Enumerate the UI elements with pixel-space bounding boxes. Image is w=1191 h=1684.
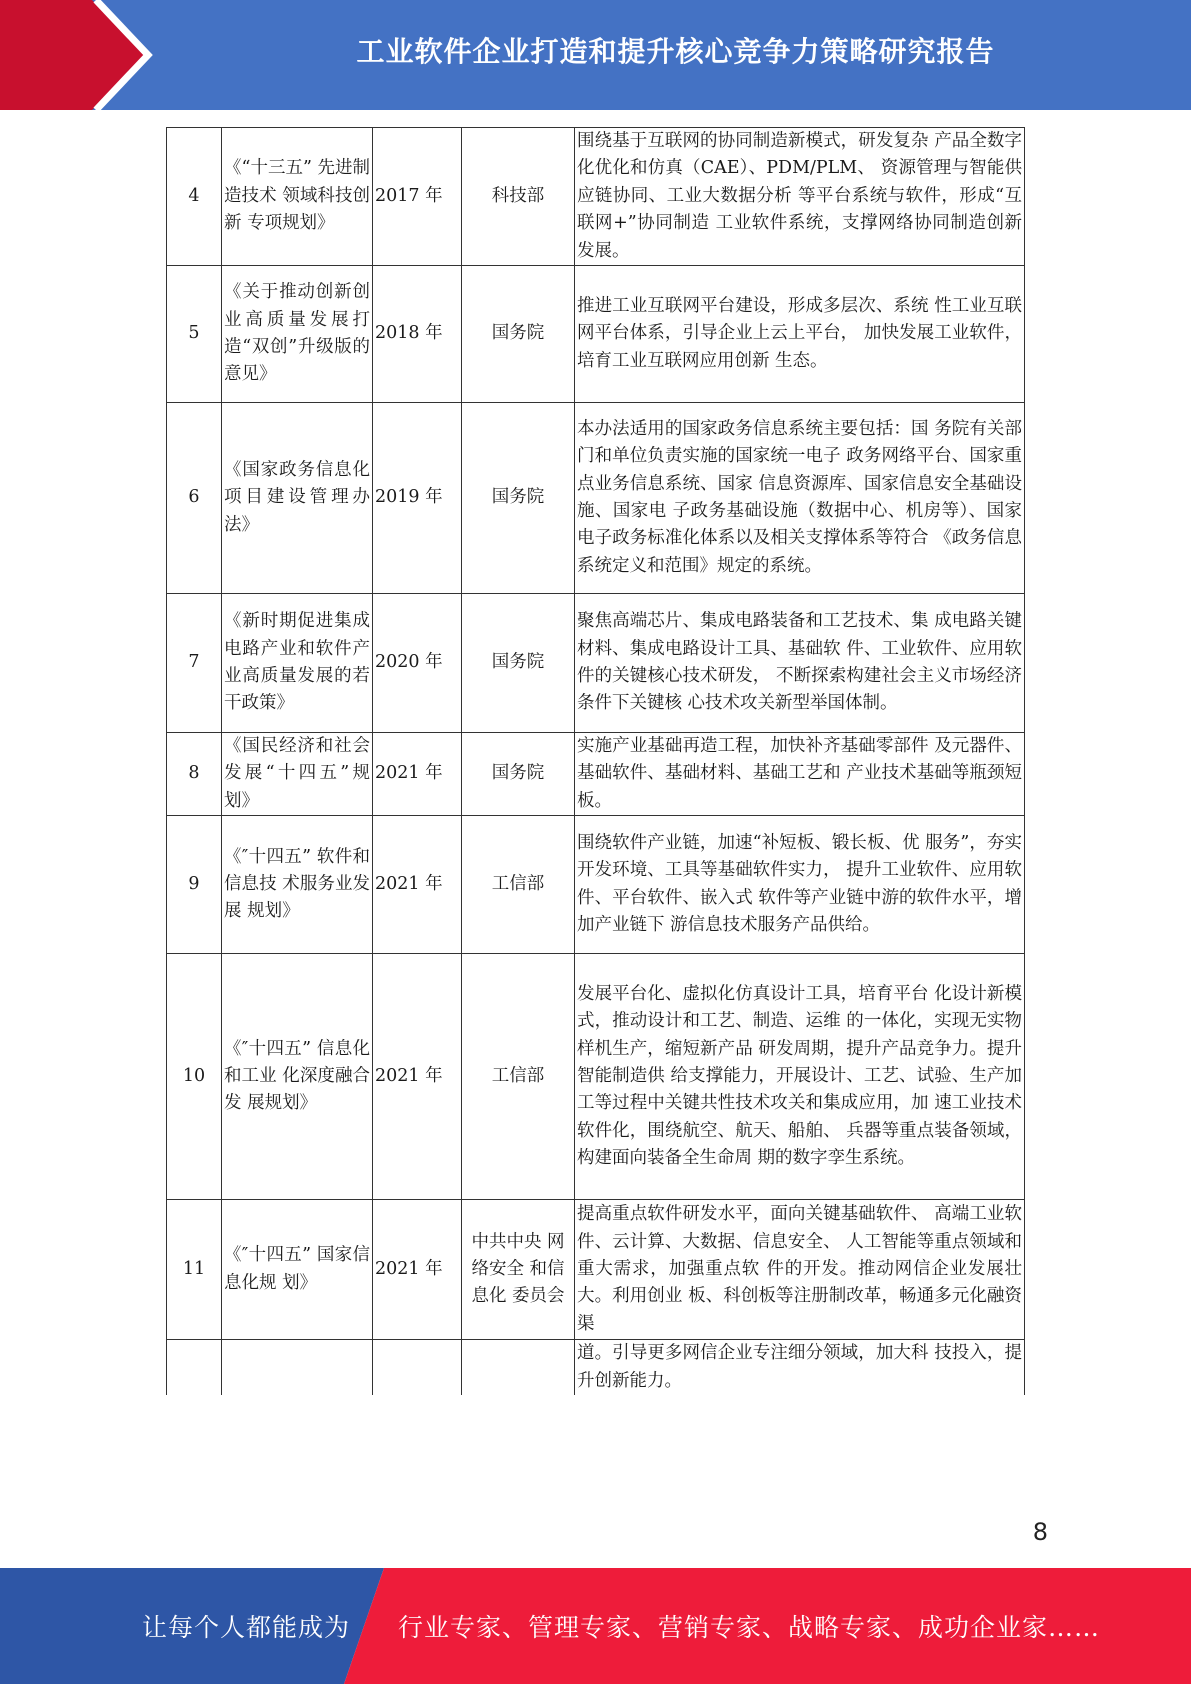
policy-title: 《国家政务信息化项目建设管理办法》 xyxy=(222,403,373,594)
policy-year: 2017 年 xyxy=(373,128,462,266)
policy-title: 《″十四五” 软件和信息技 术服务业发展 规划》 xyxy=(222,816,373,954)
policy-table xyxy=(166,127,1025,1395)
policy-year: 2018 年 xyxy=(373,266,462,403)
row-number: 9 xyxy=(167,816,222,954)
policy-title: 《关于推动创新创业高质量发展打造“双创”升级版的意见》 xyxy=(222,266,373,403)
issuing-department: 国务院 xyxy=(462,403,575,594)
policy-content: 提高重点软件研发水平，面向关键基础软件、 高端工业软件、云计算、大数据、信息安全、 人工智能等重点领域和重大需求，加强重点软 件的开发。推动网信企业发展壮大。利用创业 板、科创板等注册制改革，畅通多元化融资渠 xyxy=(575,1200,1025,1340)
table-row xyxy=(167,403,1025,594)
page-number: 8 xyxy=(1032,1518,1048,1546)
policy-year: 2020 年 xyxy=(373,594,462,733)
table-row xyxy=(167,594,1025,733)
issuing-department: 中共中央 网络安全 和信息化 委员会 xyxy=(462,1200,575,1340)
policy-title: 《国民经济和社会发展“十四五”规划》 xyxy=(222,733,373,816)
policy-title: 《新时期促进集成电路产业和软件产业高质量发展的若干政策》 xyxy=(222,594,373,733)
table-row-continuation xyxy=(167,1340,1025,1395)
row-number xyxy=(167,1340,222,1395)
row-number: 4 xyxy=(167,128,222,266)
footer-slogan-left: 让每个人都能成为 xyxy=(142,1613,351,1642)
table-row xyxy=(167,816,1025,954)
policy-content: 本办法适用的国家政务信息系统主要包括：国 务院有关部门和单位负责实施的国家统一电子 政务网络平台、国家重点业务信息系统、国家 信息资源库、国家信息安全基础设施、国家电 子政务基础设施（数据中心、机房等）、国家 电子政务标准化体系以及相关支撑体系等符合 《政务信息系统定义和范围》规定的系统。 xyxy=(575,403,1025,594)
policy-title: 《″十四五” 信息化和工业 化深度融合发 展规划》 xyxy=(222,954,373,1200)
table-row xyxy=(167,266,1025,403)
row-number: 8 xyxy=(167,733,222,816)
page-header xyxy=(0,0,1191,110)
issuing-department: 国务院 xyxy=(462,266,575,403)
row-number: 11 xyxy=(167,1200,222,1340)
row-number: 7 xyxy=(167,594,222,733)
report-title: 工业软件企业打造和提升核心竞争力策略研究报告 xyxy=(356,35,995,68)
policy-content: 发展平台化、虚拟化仿真设计工具，培育平台 化设计新模式，推动设计和工艺、制造、运维 的一体化，实现无实物样机生产，缩短新产品 研发周期，提升产品竞争力。提升智能制造供 给支撑能力，开展设计、工艺、试验、生产加 工等过程中关键共性技术攻关和集成应用，加 速工业技术软件化，围绕航空、航天、船舶、 兵器等重点装备领域，构建面向装备全生命周 期的数字孪生系统。 xyxy=(575,954,1025,1200)
issuing-department xyxy=(462,1340,575,1395)
issuing-department: 国务院 xyxy=(462,733,575,816)
policy-title xyxy=(222,1340,373,1395)
footer-slogan-right: 行业专家、管理专家、营销专家、战略专家、成功企业家…… xyxy=(398,1613,1101,1642)
policy-content: 推进工业互联网平台建设，形成多层次、系统 性工业互联网平台体系，引导企业上云上平台， 加快发展工业软件，培育工业互联网应用创新 生态。 xyxy=(575,266,1025,403)
policy-year: 2021 年 xyxy=(373,954,462,1200)
policy-year: 2021 年 xyxy=(373,816,462,954)
issuing-department: 科技部 xyxy=(462,128,575,266)
issuing-department: 工信部 xyxy=(462,816,575,954)
table-row xyxy=(167,128,1025,266)
policy-year xyxy=(373,1340,462,1395)
policy-year: 2019 年 xyxy=(373,403,462,594)
policy-content: 聚焦高端芯片、集成电路装备和工艺技术、集 成电路关键材料、集成电路设计工具、基础软 件、工业软件、应用软件的关键核心技术研发， 不断探索构建社会主义市场经济条件下关键核 心技术攻关新型举国体制。 xyxy=(575,594,1025,733)
page-footer xyxy=(0,1568,1191,1684)
policy-content: 围绕基于互联网的协同制造新模式，研发复杂 产品全数字化优化和仿真（CAE）、PDM/PLM、 资源管理与智能供应链协同、工业大数据分析 等平台系统与软件，形成“互联网+”协同制造 工业软件系统，支撑网络协同制造创新发展。 xyxy=(575,128,1025,266)
policy-title: 《″十四五” 国家信息化规 划》 xyxy=(222,1200,373,1340)
policy-year: 2021 年 xyxy=(373,1200,462,1340)
policy-content: 道。引导更多网信企业专注细分领域，加大科 技投入，提升创新能力。 xyxy=(575,1340,1025,1395)
row-number: 5 xyxy=(167,266,222,403)
table-row xyxy=(167,733,1025,816)
table-row xyxy=(167,1200,1025,1340)
policy-content: 实施产业基础再造工程，加快补齐基础零部件 及元器件、基础软件、基础材料、基础工艺和 产业技术基础等瓶颈短板。 xyxy=(575,733,1025,816)
policy-content: 围绕软件产业链，加速“补短板、锻长板、优 服务”，夯实开发环境、工具等基础软件实力， 提升工业软件、应用软件、平台软件、嵌入式 软件等产业链中游的软件水平，增加产业链下 游信息技术服务产品供给。 xyxy=(575,816,1025,954)
issuing-department: 工信部 xyxy=(462,954,575,1200)
row-number: 6 xyxy=(167,403,222,594)
table-row xyxy=(167,954,1025,1200)
row-number: 10 xyxy=(167,954,222,1200)
policy-year: 2021 年 xyxy=(373,733,462,816)
policy-title: 《“十三五” 先进制造技术 领域科技创新 专项规划》 xyxy=(222,128,373,266)
issuing-department: 国务院 xyxy=(462,594,575,733)
